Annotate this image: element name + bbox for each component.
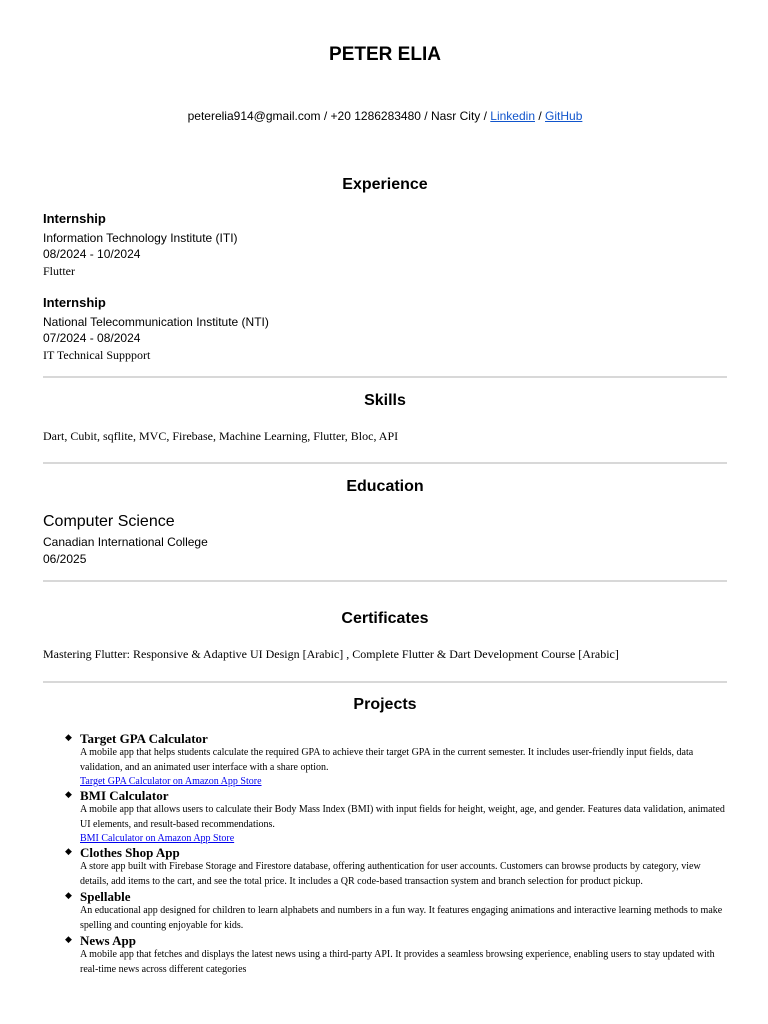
- contact-separator: /: [535, 109, 546, 123]
- project-title: News App: [80, 933, 136, 948]
- experience-detail: IT Technical Suppport: [43, 348, 151, 362]
- experience-role: Internship: [43, 295, 106, 310]
- education-school: Canadian International College: [43, 535, 208, 549]
- experience-role: Internship: [43, 211, 106, 226]
- experience-heading: Experience: [342, 176, 428, 193]
- project-title: Target GPA Calculator: [80, 731, 208, 746]
- project-store-link[interactable]: Target GPA Calculator on Amazon App Store: [80, 776, 262, 787]
- projects-list: [43, 731, 727, 977]
- candidate-name: PETER ELIA: [329, 44, 441, 65]
- project-item: [43, 731, 727, 788]
- bullet-icon: ◆: [65, 890, 72, 900]
- project-description: A mobile app that fetches and displays the latest news using a third-party API. It provides a seamless browsing experience, enabling users to stay updated with real-time news across different categories: [80, 949, 715, 975]
- education-date: 06/2025: [43, 552, 87, 566]
- project-description: An educational app designed for children to learn alphabets and numbers in a fun way. It features engaging animations and interactive learning methods to make spelling and counting enjoyable for kids.: [80, 905, 723, 931]
- bullet-icon: ◆: [65, 789, 72, 799]
- bullet-icon: ◆: [65, 732, 72, 742]
- github-link[interactable]: GitHub: [545, 109, 583, 123]
- education-heading: Education: [346, 478, 424, 495]
- section-divider: [43, 462, 727, 464]
- experience-dates: 08/2024 - 10/2024: [43, 247, 141, 261]
- project-title: Spellable: [80, 889, 131, 904]
- experience-org: Information Technology Institute (ITI): [43, 231, 238, 245]
- certificates-heading: Certificates: [341, 610, 429, 627]
- bullet-icon: ◆: [65, 934, 72, 944]
- project-store-link[interactable]: BMI Calculator on Amazon App Store: [80, 833, 235, 844]
- section-divider: [43, 580, 727, 582]
- projects-heading: Projects: [353, 696, 417, 713]
- education-degree: Computer Science: [43, 513, 175, 530]
- skills-list: Dart, Cubit, sqflite, MVC, Firebase, Machine Learning, Flutter, Bloc, API: [43, 429, 399, 443]
- experience-dates: 07/2024 - 08/2024: [43, 331, 141, 345]
- certificates-list: Mastering Flutter: Responsive & Adaptive UI Design [Arabic] , Complete Flutter & Dart Development Course [Arabic]: [43, 647, 619, 661]
- contact-text: peterelia914@gmail.com / +20 1286283480 / Nasr City /: [187, 109, 491, 123]
- project-item: [43, 933, 727, 977]
- project-description: A mobile app that helps students calculate the required GPA to achieve their target GPA in the current semester. It includes user-friendly input fields, data validation, and an animated user interface with a share option.: [80, 747, 694, 773]
- project-title: BMI Calculator: [80, 788, 169, 803]
- section-divider: [43, 376, 727, 378]
- project-item: [43, 889, 727, 933]
- experience-org: National Telecommunication Institute (NTI): [43, 315, 269, 329]
- project-item: [43, 845, 727, 889]
- project-title: Clothes Shop App: [80, 845, 180, 860]
- linkedin-link[interactable]: Linkedin: [490, 109, 535, 123]
- project-item: [43, 788, 727, 845]
- skills-heading: Skills: [364, 392, 406, 409]
- project-description: A mobile app that allows users to calculate their Body Mass Index (BMI) with input fields for height, weight, age, and gender. Features data validation, animated UI elements, and result-based recommendations.: [80, 804, 725, 830]
- contact-line: [43, 109, 727, 123]
- section-divider: [43, 681, 727, 683]
- experience-detail: Flutter: [43, 264, 75, 278]
- bullet-icon: ◆: [65, 846, 72, 856]
- project-description: A store app built with Firebase Storage and Firestore database, offering authentication for user accounts. Customers can browse products by category, view details, add items to the cart, and see the total price. It includes a QR code-based transaction system and branch selection for product pickup.: [80, 861, 701, 887]
